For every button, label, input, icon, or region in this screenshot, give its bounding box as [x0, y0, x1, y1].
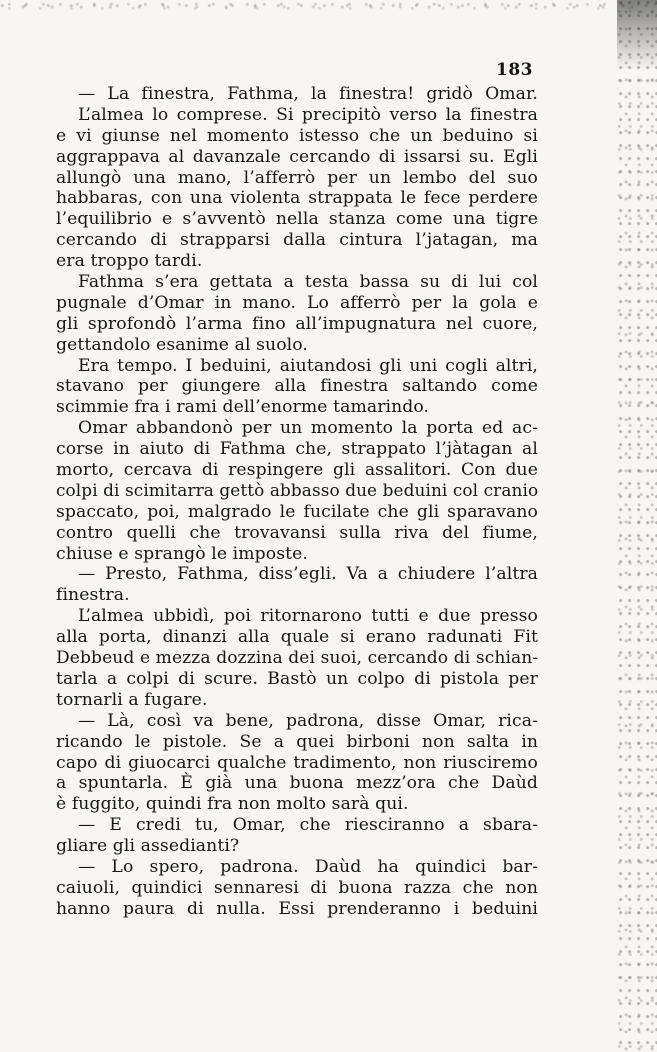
text-line: gettandolo esanime al suolo. — [56, 334, 308, 355]
text-line: Debbeud e mezza dozzina dei suoi, cercando di schian- — [56, 648, 539, 669]
text-line: — Presto, Fathma, diss’egli. Va a chiudere l’altra — [78, 564, 538, 585]
text-line: L’almea ubbidì, poi ritornarono tutti e due presso — [78, 606, 538, 627]
text-line: ricando le pistole. Se a quei birboni non salta in — [56, 731, 538, 752]
text-line: capo di giuocarci qualche tradimento, non riusciremo — [56, 752, 538, 773]
page-number: 183 — [496, 60, 533, 80]
text-line: corse in aiuto di Fathma che, strappato l’jàtagan al — [56, 439, 538, 460]
text-line: — E credi tu, Omar, che riesciranno a sbara- — [78, 815, 538, 836]
text-line: contro quelli che trovavansi sulla riva del fiume, — [56, 522, 538, 543]
text-line: allungò una mano, l’afferrò per un lembo del suo — [56, 167, 538, 188]
text-line: è fuggito, quindi fra non molto sarà qui. — [56, 794, 409, 815]
text-line: scimmie fra i rami dell’enorme tamarindo. — [56, 397, 430, 418]
text-line: cercando di strapparsi dalla cintura l’jatagan, ma — [56, 230, 538, 251]
text-line: chiuse e sprangò le imposte. — [56, 543, 308, 564]
text-line: Omar abbandonò per un momento la porta ed ac- — [78, 418, 538, 439]
text-line: hanno paura di nulla. Essi prenderanno i beduini — [56, 898, 538, 919]
scan-shadow-corner — [617, 0, 657, 70]
text-line: Fathma s’era gettata a testa bassa su di lui col — [78, 272, 538, 293]
body-text — [56, 84, 538, 920]
text-line: habbaras, con una violenta strappata le fece perdere — [56, 188, 538, 209]
text-line: era troppo tardi. — [56, 251, 203, 272]
text-line: pugnale d’Omar in mano. Lo afferrò per la gola e — [56, 292, 538, 313]
text-line: gli sprofondò l’arma fino all’impugnatura nel cuore, — [56, 313, 538, 334]
scan-noise-top — [0, 0, 657, 14]
text-line: morto, cercava di respingere gli assalitori. Con due — [56, 460, 538, 481]
text-line: finestra. — [56, 585, 130, 606]
text-line: l’equilibrio e s’avventò nella stanza come una tigre — [56, 209, 538, 230]
text-line: — Lo spero, padrona. Daùd ha quindici bar- — [78, 856, 538, 877]
text-line: Era tempo. I beduini, aiutandosi gli uni cogli altri, — [78, 355, 538, 376]
text-line: a spuntarla. È già una buona mezz’ora che Daùd — [56, 773, 538, 794]
text-line: colpi di scimitarra gettò abbasso due beduini col cranio — [56, 480, 539, 501]
scan-noise-right — [617, 0, 657, 1052]
text-line: stavano per giungere alla finestra saltando come — [56, 376, 538, 397]
text-line: tarla a colpi di scure. Bastò un colpo di pistola per — [56, 668, 538, 689]
text-line: — Là, così va bene, padrona, disse Omar, rica- — [78, 710, 538, 731]
text-line: — La finestra, Fathma, la finestra! gridò Omar. — [78, 84, 538, 104]
text-line: e vi giunse nel momento istesso che un beduino si — [56, 125, 538, 146]
text-line: tornarli a fugare. — [56, 689, 208, 710]
text-line: aggrappava al davanzale cercando di issarsi su. Egli — [56, 146, 538, 167]
text-line: gliare gli assedianti? — [56, 836, 240, 857]
text-line: L’almea lo comprese. Si precipitò verso la finestra — [78, 104, 538, 125]
text-line: alla porta, dinanzi alla quale si erano radunati Fit — [56, 627, 538, 648]
text-line: spaccato, poi, malgrado le fucilate che gli sparavano — [56, 501, 538, 522]
text-line: caiuoli, quindici sennaresi di buona razza che non — [56, 877, 538, 898]
